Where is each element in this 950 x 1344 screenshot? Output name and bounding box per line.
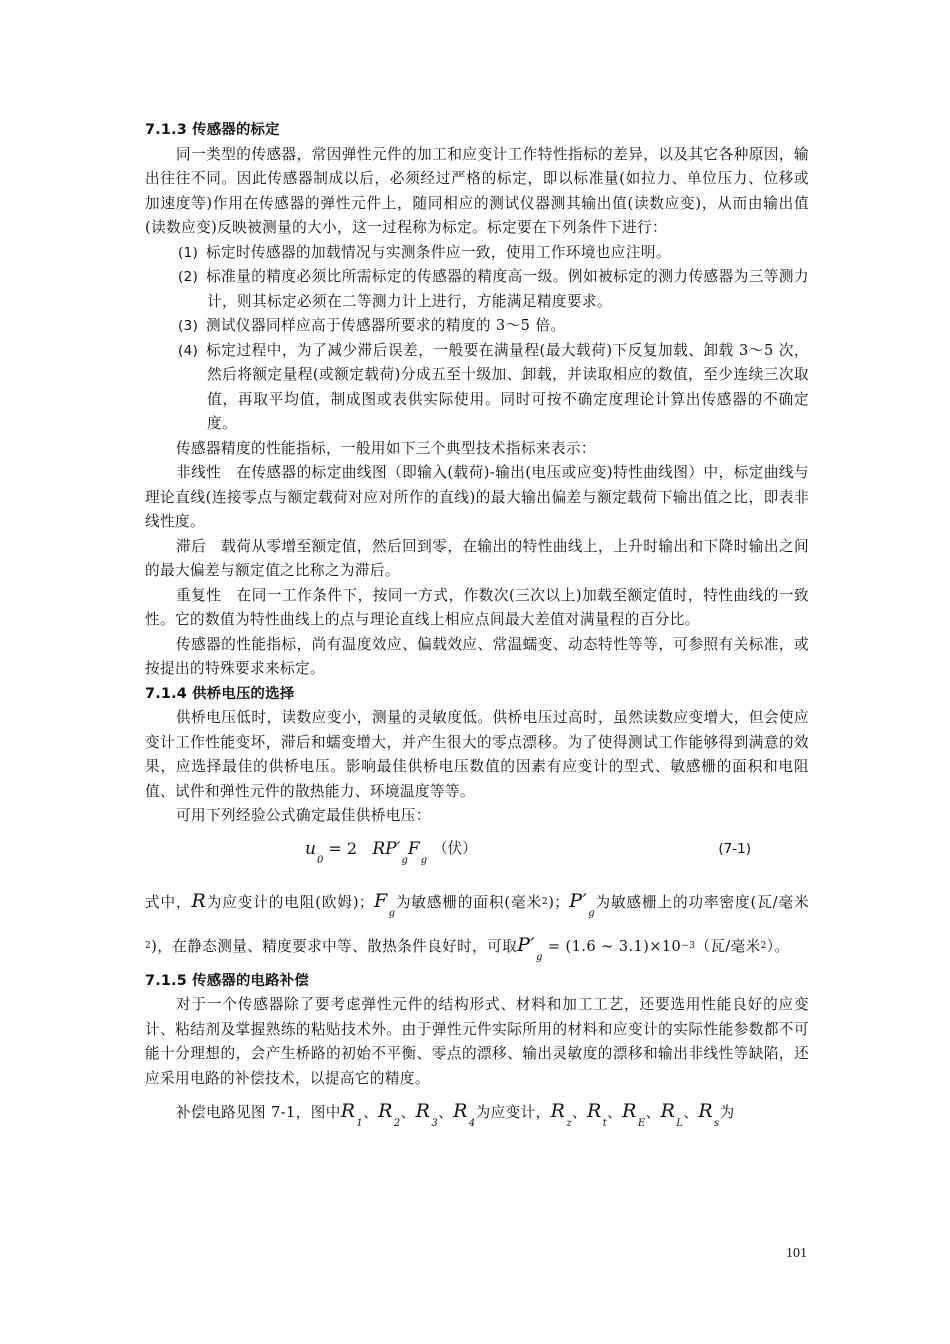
paragraph: 同一类型的传感器，常因弹性元件的加工和应变计工作特性指标的差异，以及其它各种原因，输出往往不同。因此传感器制成以后，必须经过严格的标定，即以标准量(如拉力、单位压力、位移或加速度等)作用在传感器的弹性元件上，随同相应的测试仪器测其输出值(读数应变)，从而由输出值(读数应变)反映被测量的大小，这一过程称为标定。标定要在下列条件下进行：	[145, 145, 809, 236]
symbol-r: R	[698, 1100, 714, 1122]
paragraph-nonlinearity: 非线性 在传感器的标定曲线图（即输入(载荷)-输出(电压或应变)特性曲线图）中，标定曲线与理论直线(连接零点与额定载荷对应对所作的直线)的最大输出偏差与额定载荷下输出值之比，即表非线性度。	[145, 464, 809, 530]
text-run: )，在静态测量、精度要求中等、散热条件良好时，可取	[151, 937, 518, 955]
heading-7-1-5: 7.1.5 传感器的电路补偿	[145, 972, 309, 989]
separator: 、	[683, 1104, 699, 1121]
list-item-text: 标定时传感器的加载情况与实测条件应一致，使用工作环境也应注明。	[206, 243, 671, 261]
text-run: 补偿电路见图 7-1，图中	[176, 1104, 341, 1121]
symbol-sub: z	[566, 1118, 572, 1129]
list-item	[145, 339, 809, 437]
text-run: 为	[719, 1104, 735, 1121]
symbol-sub: g	[588, 907, 595, 919]
paragraph-repeatability: 重复性 在同一工作条件下，按同一方式，作数次(三次以上)加载至额定值时，特性曲线的一致性。它的数值为特性曲线上的点与理论直线上相应点间最大差值对满量程的百分比。	[145, 586, 809, 628]
formula-explanation	[145, 881, 809, 969]
text-run: 为敏感栅的面积(毫米	[395, 893, 543, 911]
formula-equals: = 2	[323, 838, 358, 858]
symbol-r: R	[550, 1100, 566, 1122]
symbol-r: R	[587, 1100, 602, 1122]
separator: 、	[572, 1104, 587, 1121]
paragraph-compensation-circuit	[145, 1091, 809, 1135]
page-number: 101	[786, 1246, 807, 1261]
formula-unit: （伏）	[433, 839, 477, 857]
text-run: 为应变计，	[475, 1104, 551, 1121]
separator: 、	[645, 1104, 661, 1121]
symbol-sub: L	[676, 1118, 684, 1129]
paragraph: 传感器精度的性能指标，一般用如下三个典型技术指标来表示：	[176, 439, 596, 457]
symbol-r: R	[453, 1100, 468, 1122]
symbol-sub: t	[602, 1118, 608, 1129]
symbol-p: P′	[569, 889, 588, 912]
calibration-conditions-list	[145, 241, 809, 437]
formula-var-r: R	[372, 838, 386, 859]
formula-number: (7-1)	[718, 840, 751, 857]
separator: 、	[438, 1104, 454, 1121]
paragraph-hysteresis: 滞后 载荷从零增至额定值，然后回到零，在输出的特性曲线上，上升时输出和下降时输出之间的最大偏差与额定值之比称之为滞后。	[145, 537, 809, 579]
separator: 、	[363, 1104, 379, 1121]
symbol-r: R	[660, 1100, 676, 1122]
formula-7-1	[145, 831, 809, 875]
symbol-sub: s	[714, 1118, 720, 1129]
list-item-text: 标定过程中，为了减少滞后误差，一般要在满量程(最大载荷)下反复加载、卸载 3～5 次，然后将额定量程(或额定载荷)分成五至十级加、卸载，并读取相应的数值，至少连续三次取值，再取平均值，制成图或表供实际使用。同时可按不确定度理论计算出传感器的不确定度。	[206, 341, 809, 432]
symbol-f: F	[373, 889, 388, 912]
superscript: −3	[681, 940, 696, 951]
separator: 、	[400, 1104, 416, 1121]
text-run: )；	[548, 893, 570, 911]
formula-sub: g	[401, 854, 408, 866]
formula-var-f: F	[407, 838, 420, 859]
text-run: 为应变计的电阻(欧姆)；	[206, 893, 374, 911]
symbol-sub: 4	[468, 1118, 476, 1129]
symbol-r: R	[340, 1100, 356, 1122]
list-item-text: 测试仪器同样应高于传感器所要求的精度的 3～5 倍。	[206, 317, 566, 334]
symbol-sub: 1	[356, 1118, 364, 1129]
formula-expression	[305, 837, 427, 865]
symbol-sub: 2	[393, 1118, 401, 1129]
paragraph: 供桥电压低时，读数应变小，测量的灵敏度低。供桥电压过高时，虽然读数应变增大，但会使应变计工作性能变坏，滞后和蠕变增大，并产生很大的零点漂移。为了使得测试工作能够得到满意的效果，应选择最佳的供桥电压。影响最佳供桥电压数值的因素有应变计的型式、敏感栅的面积和电阻值、试件和弹性元件的散热能力、环境温度等等。	[145, 709, 809, 800]
list-item	[145, 314, 809, 339]
symbol-r: R	[622, 1100, 637, 1122]
text-run: = (1.6 ~ 3.1)×10	[542, 937, 682, 955]
text-run: 为敏感栅上的功率密度(瓦/毫米	[595, 893, 809, 911]
text-run: （瓦/毫米	[695, 937, 761, 955]
symbol-sub: E	[637, 1118, 646, 1129]
text-run: ）。	[766, 937, 790, 955]
text-run: 式中，	[145, 893, 192, 911]
list-item-number: (1)	[178, 244, 199, 261]
list-item-number: (3)	[178, 318, 199, 334]
page-content	[145, 118, 809, 1135]
superscript: 2	[760, 940, 767, 951]
list-item-number: (4)	[178, 342, 199, 359]
superscript: 2	[145, 940, 152, 951]
list-item-number: (2)	[178, 269, 199, 285]
formula-sub: g	[420, 854, 428, 866]
symbol-r: R	[378, 1100, 393, 1122]
symbol-sub: 3	[431, 1118, 439, 1129]
formula-sub: 0	[316, 854, 324, 866]
superscript: 2	[542, 896, 549, 907]
symbol-r: R	[191, 889, 207, 912]
paragraph: 可用下列经验公式确定最佳供桥电压：	[176, 807, 431, 824]
separator: 、	[607, 1104, 623, 1121]
formula-var-p: P′	[385, 838, 401, 859]
heading-7-1-3: 7.1.3 传感器的标定	[145, 122, 280, 138]
list-item	[145, 241, 809, 266]
list-item	[145, 265, 809, 314]
symbol-sub: g	[536, 951, 543, 963]
list-item-text: 标准量的精度必须比所需标定的传感器的精度高一级。例如被标定的测力传感器为三等测力计，则其标定必须在二等测力计上进行，方能满足精度要求。	[206, 268, 809, 310]
paragraph: 对于一个传感器除了要考虑弹性元件的结构形式、材料和加工工艺，还要选用性能良好的应变计、粘结剂及掌握熟练的粘贴技术外。由于弹性元件实际所用的材料和应变计的实际性能参数都不可能十分理想的，会产生桥路的初始不平衡、零点的漂移、输出灵敏度的漂移和输出非线性等缺陷，还应采用电路的补偿技术，以提高它的精度。	[145, 996, 809, 1087]
paragraph: 传感器的性能指标，尚有温度效应、偏载效应、常温蠕变、动态特性等等，可参照有关标准，或按提出的特殊要求来标定。	[145, 635, 809, 677]
symbol-p: P′	[517, 933, 535, 956]
symbol-r: R	[415, 1100, 431, 1122]
formula-var-u: u	[305, 838, 316, 859]
heading-7-1-4: 7.1.4 供桥电压的选择	[145, 685, 295, 702]
symbol-sub: g	[388, 907, 396, 919]
